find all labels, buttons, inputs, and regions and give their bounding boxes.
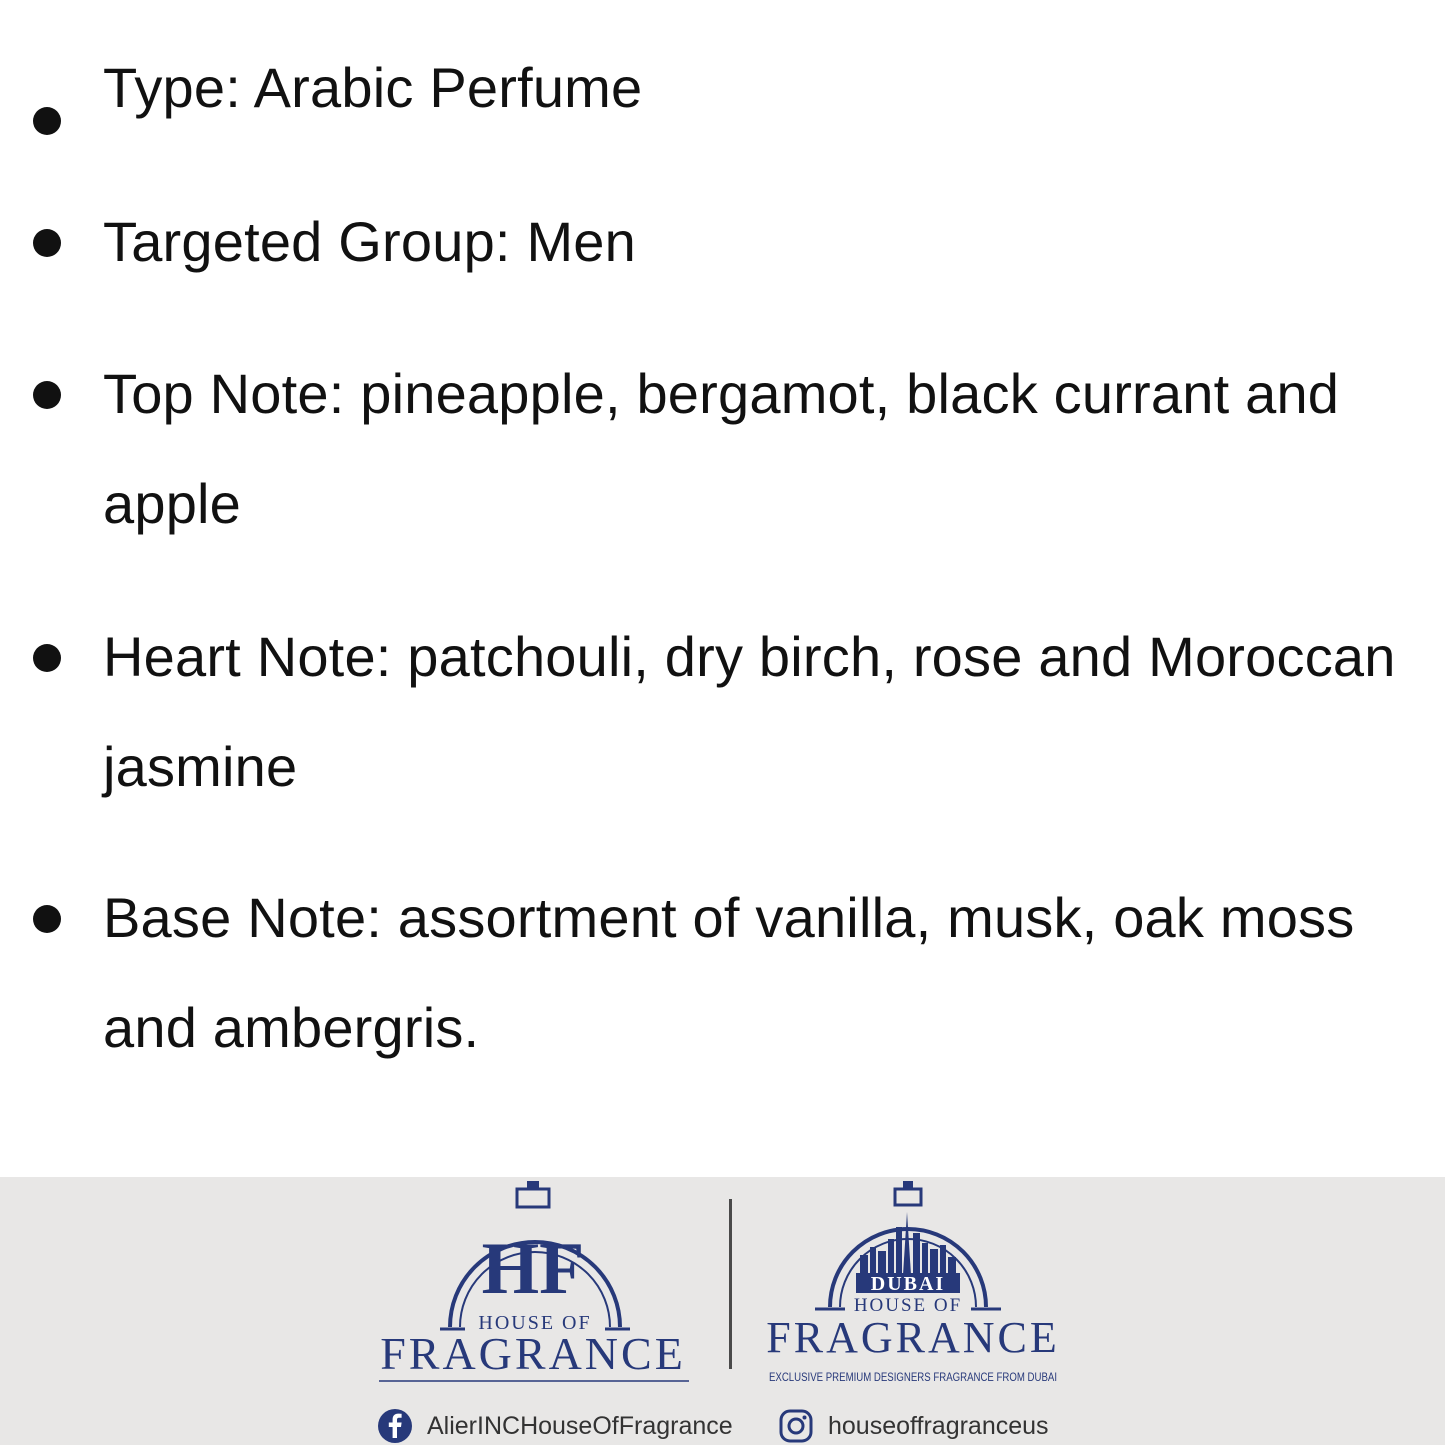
logo-right-line2: FRAGRANCE	[766, 1313, 1060, 1362]
bullet-icon	[33, 229, 61, 257]
bullet-icon	[33, 644, 61, 672]
bullet-icon	[33, 381, 61, 409]
note-target-group-text: Targeted Group: Men	[103, 210, 636, 273]
note-base-text: Base Note: assortment of vanilla, musk, oak moss and ambergris.	[103, 886, 1355, 1059]
facebook-handle: AlierINCHouseOfFragrance	[427, 1411, 733, 1440]
dubai-house-of-fragrance-logo	[760, 1177, 1070, 1392]
note-type-text: Type: Arabic Perfume	[103, 56, 643, 119]
instagram-handle: houseoffragranceus	[828, 1411, 1049, 1440]
facebook-link[interactable]	[377, 1409, 733, 1443]
bullet-icon	[33, 107, 61, 135]
logo-divider	[729, 1199, 732, 1369]
logo-right-tagline: EXCLUSIVE PREMIUM DESIGNERS FRAGRANCE FROM DUBAI	[769, 1372, 1057, 1384]
note-heart-text: Heart Note: patchouli, dry birch, rose and Moroccan jasmine	[103, 625, 1396, 798]
logo-left-line1: HOUSE OF	[478, 1312, 592, 1334]
brand-footer	[0, 1177, 1445, 1445]
logo-right-city: DUBAI	[870, 1273, 946, 1295]
hf-monogram: HF	[481, 1228, 585, 1310]
instagram-icon	[778, 1408, 814, 1444]
logo-left-line2: FRAGRANCE	[380, 1328, 686, 1379]
logo-right-line1: HOUSE OF	[853, 1295, 963, 1316]
facebook-icon	[377, 1408, 413, 1444]
note-top-text: Top Note: pineapple, bergamot, black currant and apple	[103, 362, 1340, 535]
bullet-icon	[33, 905, 61, 933]
house-of-fragrance-logo	[365, 1177, 705, 1392]
instagram-link[interactable]	[778, 1409, 1049, 1443]
